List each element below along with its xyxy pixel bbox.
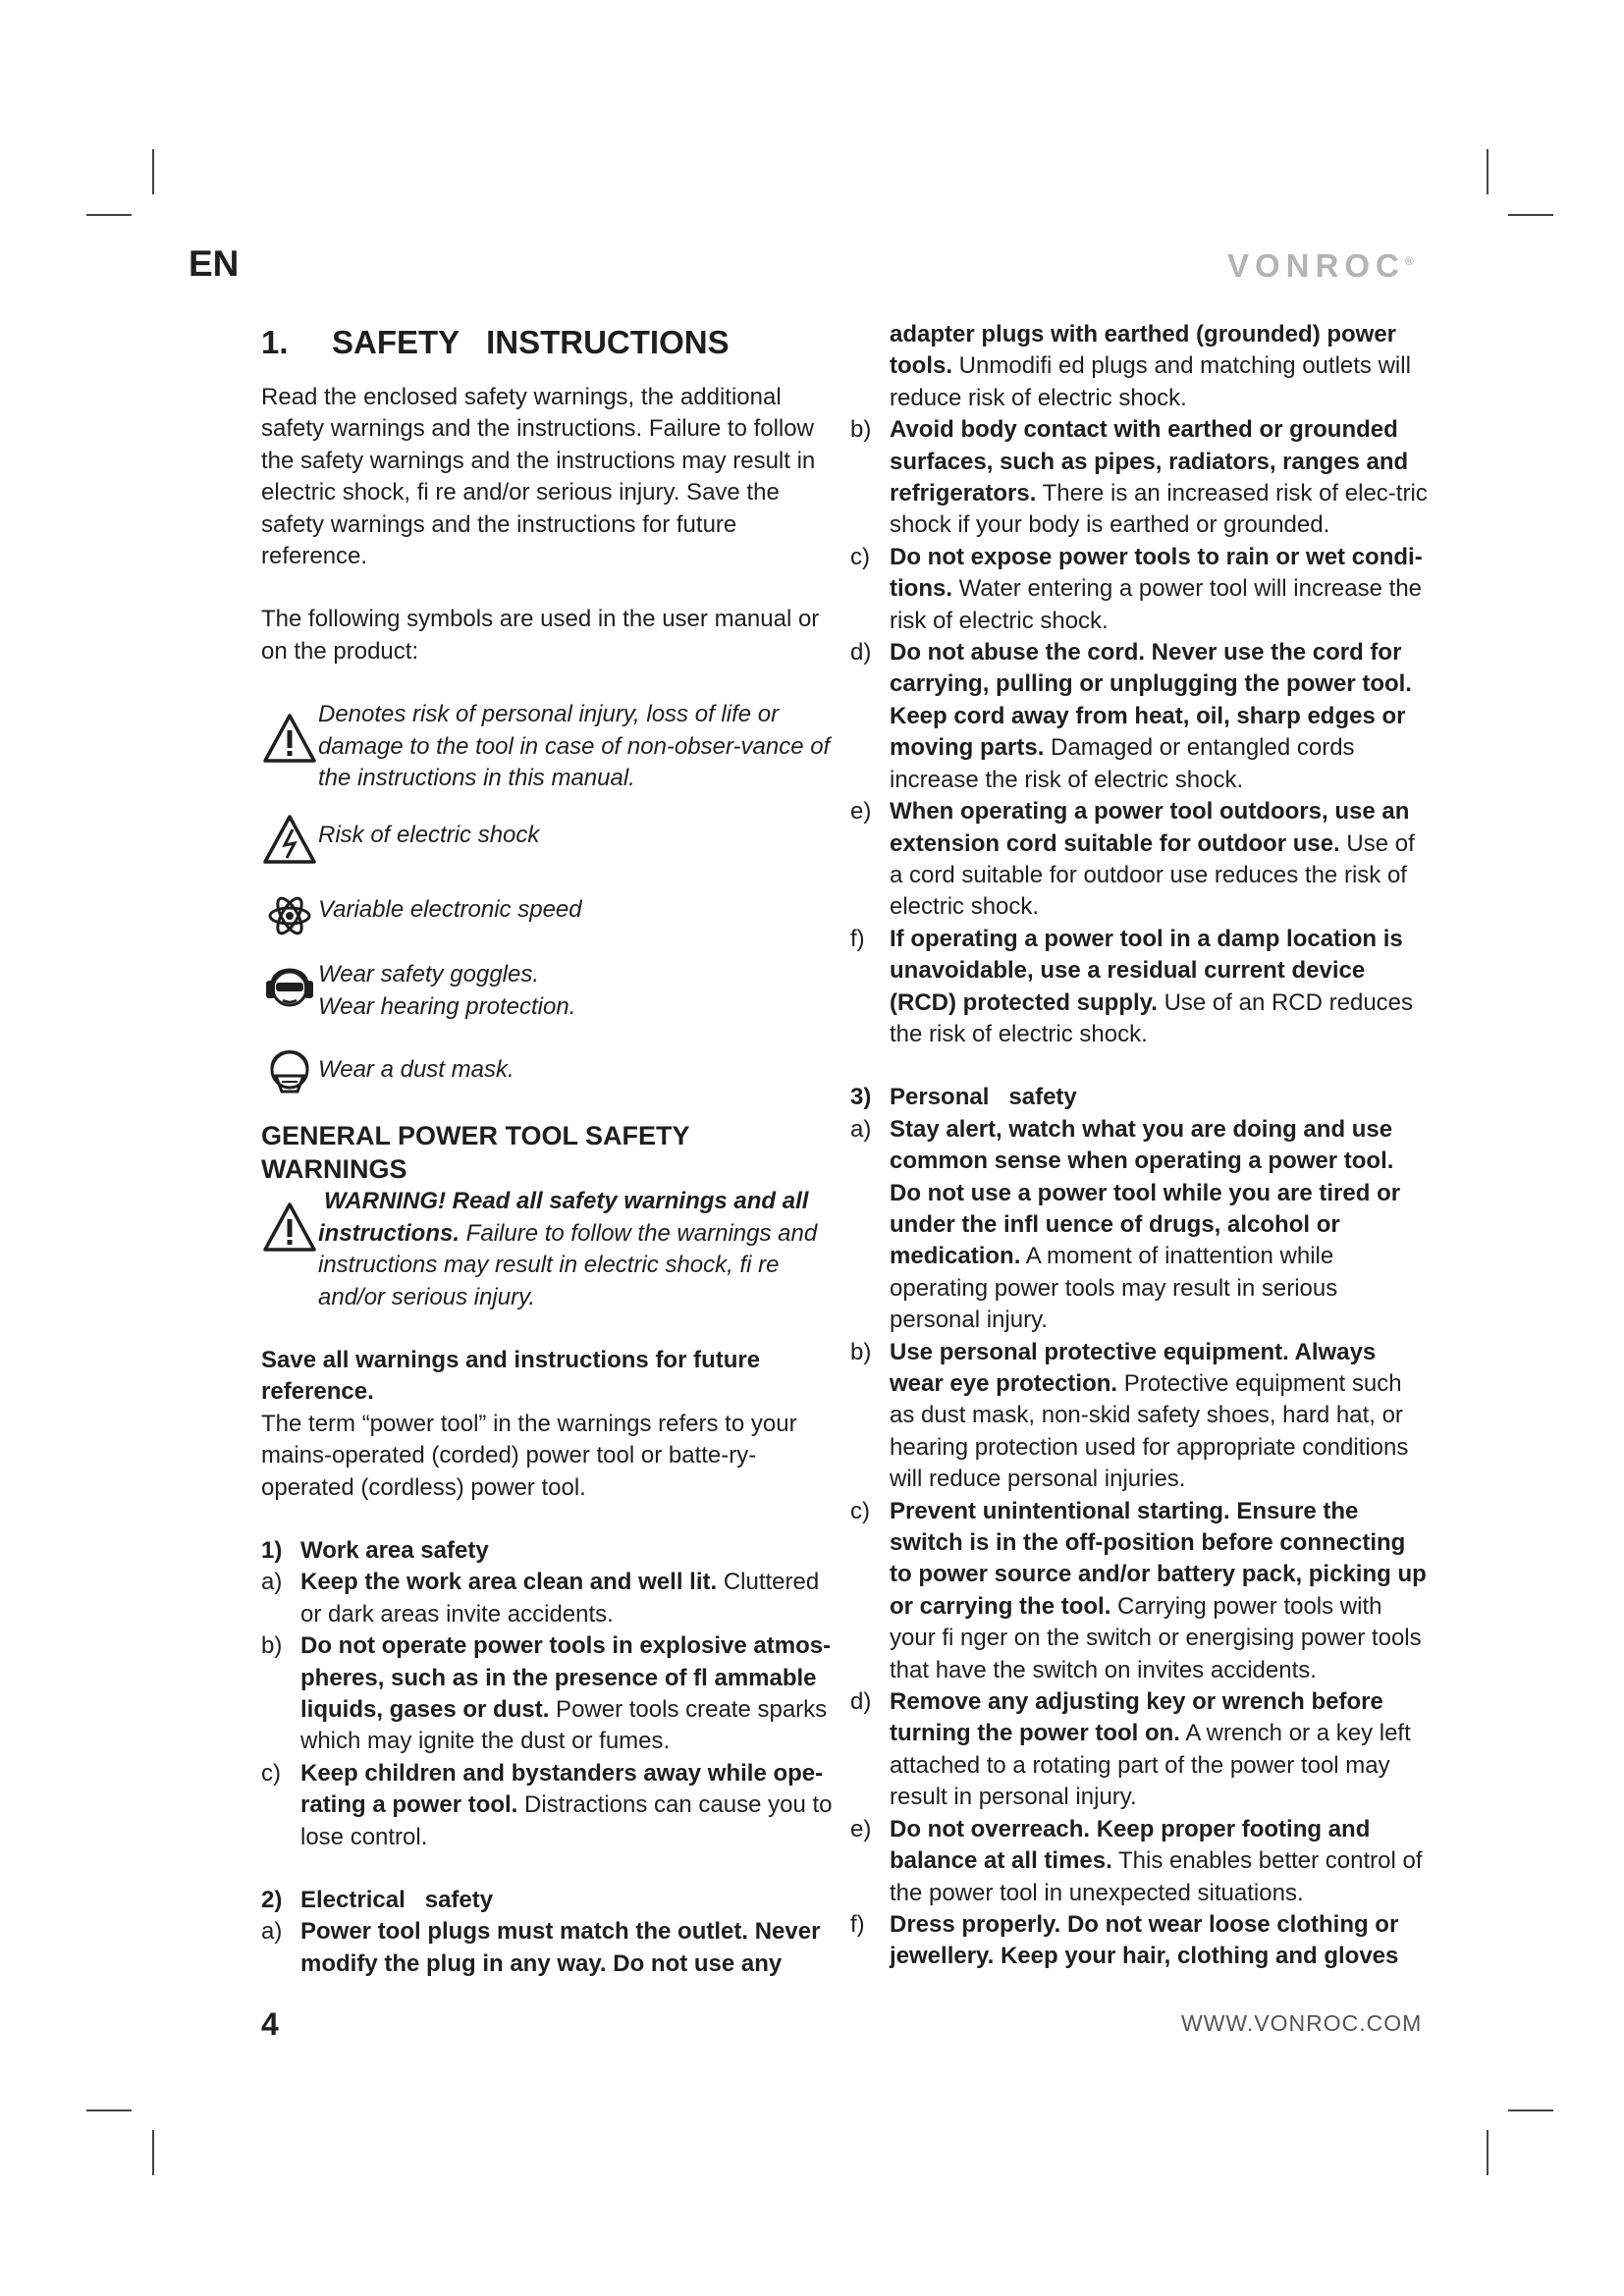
list-item bbox=[850, 1337, 1430, 1496]
item-bold: Do not expose power tools to rain or wet condi-tions. bbox=[890, 543, 1423, 603]
item-letter: e) bbox=[850, 1815, 872, 1842]
crop-mark bbox=[86, 2109, 132, 2111]
item-text: Use of a cord suitable for outdoor use reduces the risk of electric shock. bbox=[890, 829, 1415, 921]
symbol-text: Wear safety goggles. Wear hearing protection. bbox=[318, 961, 576, 1020]
item-text: Protective equipment such as dust mask, non-skid safety shoes, hard hat, or hearing protection used for appropriate conditions will reduce personal injuries. bbox=[890, 1370, 1409, 1493]
list-item bbox=[261, 1758, 836, 1853]
item-text: There is an increased risk of elec-tric shock if your body is earthed or grounded. bbox=[890, 480, 1428, 539]
list-item bbox=[850, 542, 1430, 637]
symbol-text: Risk of electric shock bbox=[318, 822, 540, 849]
symbol-text: Denotes risk of personal injury, loss of life or damage to the tool in case of non-obser-vance of the instructions in this manual. bbox=[318, 701, 831, 792]
intro-paragraph: Read the enclosed safety warnings, the additional safety warnings and the instructions. Failure to follow the safety warnings and the instructions may result in electric shock, fi re and/or serious injury. Save the safety warnings and the instructions for future reference. bbox=[261, 384, 816, 570]
item-bold: Dress properly. Do not wear loose clothing or jewellery. Keep your hair, clothing and gloves bbox=[890, 1910, 1399, 1970]
subsection-number: 3) bbox=[850, 1084, 872, 1111]
item-letter: e) bbox=[850, 798, 872, 826]
crop-mark bbox=[1487, 2130, 1489, 2175]
crop-mark bbox=[152, 2130, 154, 2175]
item-letter: c) bbox=[261, 1759, 281, 1787]
item-letter: a) bbox=[261, 1918, 283, 1946]
section-title bbox=[261, 323, 836, 362]
item-text: Water entering a power tool will increase the risk of electric shock. bbox=[890, 575, 1423, 634]
symbol-row bbox=[261, 894, 836, 937]
item-letter: b) bbox=[261, 1632, 283, 1660]
item-text: This enables better control of the power tool in unexpected situations. bbox=[890, 1847, 1423, 1906]
subsection-title: Electrical safety bbox=[300, 1887, 494, 1913]
item-text: Damaged or entangled cords increase the risk of electric shock. bbox=[890, 734, 1355, 793]
general-warnings-heading: GENERAL POWER TOOL SAFETY WARNINGS bbox=[261, 1121, 690, 1185]
brand-logo bbox=[1227, 247, 1414, 285]
electric-shock-icon bbox=[262, 814, 317, 865]
brand-name: VONROC bbox=[1227, 247, 1405, 284]
symbol-row bbox=[261, 1042, 836, 1099]
symbol-text: Variable electronic speed bbox=[318, 896, 582, 924]
variable-speed-icon bbox=[266, 894, 313, 937]
item-letter: c) bbox=[850, 543, 870, 570]
subsection-title: Work area safety bbox=[300, 1536, 489, 1564]
item-text: Power tools create sparks which may ignite the dust or fumes. bbox=[300, 1695, 828, 1755]
item-text: Use of an RCD reduces the risk of electric shock. bbox=[890, 988, 1414, 1047]
list-item-continuation bbox=[850, 319, 1430, 414]
symbol-row bbox=[261, 959, 836, 1023]
item-bold: Avoid body contact with earthed or grounded surfaces, such as pipes, radiators, ranges and refrigerators. bbox=[890, 416, 1409, 507]
item-bold: Do not overreach. Keep proper footing and balance at all times. bbox=[890, 1815, 1371, 1875]
warning-rest: Failure to follow the warnings and instructions may result in electric shock, fi re and/or serious injury. bbox=[318, 1219, 818, 1310]
item-text: A wrench or a key left attached to a rotating part of the power tool may result in personal injury. bbox=[890, 1720, 1411, 1811]
general-warning-box bbox=[261, 1186, 836, 1313]
item-letter: a) bbox=[850, 1115, 872, 1143]
item-letter: d) bbox=[850, 639, 872, 667]
item-bold: adapter plugs with earthed (grounded) power tools. bbox=[890, 321, 1397, 380]
item-text: Distractions can cause you to lose control. bbox=[300, 1791, 833, 1850]
item-letter: b) bbox=[850, 1338, 872, 1365]
symbol-row bbox=[261, 699, 836, 794]
warning-triangle-icon bbox=[262, 1201, 317, 1253]
list-item bbox=[850, 924, 1430, 1051]
list-item bbox=[261, 1916, 836, 1980]
list-item bbox=[850, 414, 1430, 542]
crop-mark bbox=[1487, 149, 1489, 194]
item-text: Unmodifi ed plugs and matching outlets will reduce risk of electric shock. bbox=[890, 352, 1411, 411]
list-item bbox=[850, 1814, 1430, 1909]
item-bold: Use personal protective equipment. Always wear eye protection. bbox=[890, 1338, 1377, 1397]
item-letter: f) bbox=[850, 925, 865, 952]
crop-mark bbox=[1508, 214, 1553, 216]
left-column bbox=[261, 319, 836, 1980]
brand-mark: ® bbox=[1404, 254, 1414, 268]
subsection-title: Personal safety bbox=[890, 1084, 1077, 1111]
crop-mark bbox=[152, 149, 154, 194]
list-item bbox=[850, 637, 1430, 796]
list-item bbox=[850, 1496, 1430, 1686]
list-item bbox=[850, 796, 1430, 924]
symbol-row bbox=[261, 814, 836, 865]
item-bold: Remove any adjusting key or wrench before turning the power tool on. bbox=[890, 1688, 1383, 1747]
item-bold: Power tool plugs must match the outlet. Never modify the plug in any way. Do not use any bbox=[300, 1918, 821, 1977]
symbol-text: Wear a dust mask. bbox=[318, 1056, 514, 1084]
item-bold: Do not abuse the cord. Never use the cord for carrying, pulling or unplugging the power tool. Keep cord away from heat, oil, sharp edges or moving parts. bbox=[890, 639, 1412, 762]
item-bold: When operating a power tool outdoors, use an extension cord suitable for outdoor use. bbox=[890, 798, 1410, 857]
item-bold: Do not operate power tools in explosive atmos-pheres, such as in the presence of fl ammable liquids, gases or dust. bbox=[300, 1632, 832, 1723]
list-item bbox=[850, 1909, 1430, 1973]
right-column bbox=[850, 319, 1430, 1973]
general-warning-text bbox=[318, 1186, 836, 1313]
power-tool-term-text: The term “power tool” in the warnings refers to your mains-operated (corded) power tool or batte-ry-operated (cordless) power tool. bbox=[261, 1410, 797, 1501]
item-text: Carrying power tools with your fi nger on the switch or energising power tools that have the switch on invites accidents. bbox=[890, 1592, 1422, 1683]
item-bold: If operating a power tool in a damp location is unavoidable, use a residual current device (RCD) protected supply. bbox=[890, 925, 1403, 1016]
item-letter: c) bbox=[850, 1497, 870, 1524]
footer-url: WWW.VONROC.COM bbox=[1181, 2010, 1423, 2036]
item-letter: d) bbox=[850, 1688, 872, 1716]
item-bold: Stay alert, watch what you are doing and use common sense when operating a power tool. Do not use a power tool while you are tired or under the infl uence of drugs, alcohol or medication. bbox=[890, 1115, 1401, 1270]
personal-safety-heading bbox=[850, 1082, 1430, 1113]
language-label: EN bbox=[189, 243, 240, 284]
goggles-ear-protection-icon bbox=[264, 959, 315, 1016]
section-title-text: SAFETY INSTRUCTIONS bbox=[332, 324, 730, 360]
crop-mark bbox=[86, 214, 132, 216]
symbols-intro: The following symbols are used in the user manual or on the product: bbox=[261, 606, 820, 665]
list-item bbox=[261, 1567, 836, 1630]
list-item bbox=[850, 1114, 1430, 1337]
section-number: 1. bbox=[261, 324, 289, 360]
subsection-number: 2) bbox=[261, 1887, 283, 1913]
save-warnings-text: Save all warnings and instructions for future reference. bbox=[261, 1346, 761, 1406]
item-letter: a) bbox=[261, 1569, 283, 1596]
warning-triangle-icon bbox=[262, 713, 317, 764]
crop-mark bbox=[1508, 2109, 1553, 2111]
work-area-heading bbox=[261, 1535, 836, 1567]
subsection-number: 1) bbox=[261, 1536, 283, 1564]
list-item bbox=[850, 1686, 1430, 1814]
list-item bbox=[261, 1630, 836, 1758]
electrical-heading bbox=[261, 1885, 836, 1916]
item-text: Cluttered or dark areas invite accidents. bbox=[300, 1569, 820, 1628]
item-bold: Keep the work area clean and well lit. bbox=[300, 1569, 718, 1596]
item-letter: f) bbox=[850, 1910, 865, 1938]
page-number: 4 bbox=[261, 2006, 279, 2042]
warning-bold: WARNING! Read all safety warnings and all instructions. bbox=[318, 1188, 809, 1247]
item-bold: Prevent unintentional starting. Ensure the switch is in the off-position before connecting to power source and/or battery pack, picking up or carrying the tool. bbox=[890, 1497, 1427, 1620]
item-text: A moment of inattention while operating power tools may result in serious personal injury. bbox=[890, 1243, 1338, 1334]
dust-mask-icon bbox=[264, 1042, 315, 1099]
item-letter: b) bbox=[850, 416, 872, 444]
item-bold: Keep children and bystanders away while ope-rating a power tool. bbox=[300, 1759, 824, 1819]
